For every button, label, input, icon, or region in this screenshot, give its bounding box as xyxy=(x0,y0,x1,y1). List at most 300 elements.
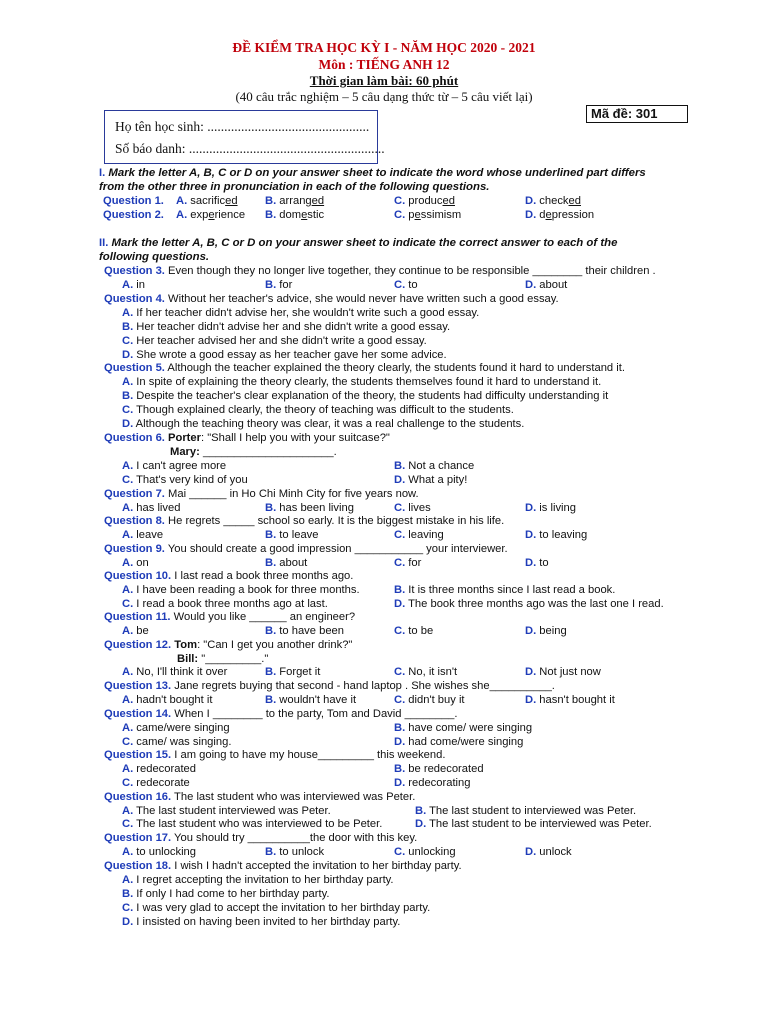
answer-option[interactable] xyxy=(265,624,344,638)
question-label xyxy=(103,194,164,208)
option-text: be xyxy=(133,625,149,637)
exam-structure: (40 câu trắc nghiệm – 5 câu dạng thức từ – 5 câu viết lại) xyxy=(235,89,533,104)
question-text: I am going to have my house_________ this weekend. xyxy=(171,749,446,761)
section-1-number: I. xyxy=(99,167,106,179)
question-text: The last student who was interviewed was Peter. xyxy=(171,791,416,803)
option-text: Despite the teacher's clear explanation of the theory, the students had difficulty understanding it xyxy=(133,390,609,402)
question-number: Question 7. xyxy=(104,488,165,500)
answer-option[interactable] xyxy=(525,194,581,208)
answer-option[interactable] xyxy=(122,334,427,348)
option-letter: C. xyxy=(394,846,406,858)
answer-option[interactable] xyxy=(415,817,652,831)
answer-option[interactable] xyxy=(265,278,292,292)
question-text: Even though they no longer live together, they continue to be responsible ________ their children . xyxy=(164,265,656,277)
option-text: to xyxy=(405,279,418,291)
option-letter: A. xyxy=(122,625,134,637)
option-text: redecorated xyxy=(133,763,197,775)
question-stem xyxy=(104,790,415,804)
option-text: Though explained clearly, the theory of teaching was difficult to the students. xyxy=(133,404,514,416)
option-letter: C. xyxy=(122,404,134,416)
question-number: Question 16. xyxy=(104,791,172,803)
option-text: She wrote a good essay as her teacher gave her some advice. xyxy=(133,349,447,361)
option-letter: A. xyxy=(176,195,188,207)
option-letter: D. xyxy=(122,418,134,430)
answer-option[interactable] xyxy=(394,528,444,542)
option-letter: A. xyxy=(122,279,134,291)
option-letter: C. xyxy=(394,279,406,291)
option-letter: D. xyxy=(525,666,537,678)
option-text: The book three months ago was the last one I read. xyxy=(405,598,664,610)
option-text: check xyxy=(536,195,569,207)
question-text: Mai ______ in Ho Chi Minh City for five years now. xyxy=(164,488,419,500)
option-text: No, it isn't xyxy=(405,666,458,678)
option-underlined-part: e xyxy=(301,209,308,221)
option-text: I can't agree more xyxy=(133,460,227,472)
option-letter: B. xyxy=(265,195,277,207)
answer-option[interactable] xyxy=(176,194,238,208)
option-text: leave xyxy=(133,529,164,541)
option-text: I insisted on having been invited to her birthday party. xyxy=(133,916,401,928)
answer-option[interactable] xyxy=(122,901,430,915)
answer-option[interactable] xyxy=(394,693,465,707)
section-1-text-2: from the other three in pronunciation in each of the following questions. xyxy=(99,181,490,193)
answer-option[interactable] xyxy=(265,693,356,707)
answer-option[interactable] xyxy=(122,693,212,707)
option-text: p xyxy=(405,209,415,221)
student-id-line[interactable] xyxy=(115,141,385,157)
option-text: is living xyxy=(536,502,576,514)
option-text: to unlocking xyxy=(133,846,197,858)
speaker-name: Mary: xyxy=(170,446,200,458)
option-letter: B. xyxy=(415,805,427,817)
student-info-box xyxy=(104,110,385,164)
answer-option[interactable] xyxy=(122,665,227,679)
answer-option[interactable] xyxy=(415,804,636,818)
answer-option[interactable] xyxy=(122,389,608,403)
option-letter: A. xyxy=(122,763,134,775)
option-text: No, I'll think it over xyxy=(133,666,228,678)
answer-option[interactable] xyxy=(122,278,145,292)
option-text: to leave xyxy=(276,529,319,541)
question-label xyxy=(103,208,164,222)
answer-option[interactable] xyxy=(122,375,601,389)
question-stem xyxy=(104,361,625,375)
option-text: unlocking xyxy=(405,846,456,858)
question-text: : "Shall I help you with your suitcase?" xyxy=(200,432,390,444)
question-stem xyxy=(104,610,355,624)
option-text: about xyxy=(276,557,308,569)
dialogue-line xyxy=(170,445,337,459)
answer-option[interactable] xyxy=(525,556,549,570)
section-1-text: Mark the letter A, B, C or D on your answer sheet to indicate the word whose underlined part differs xyxy=(105,167,646,179)
option-letter: B. xyxy=(122,888,134,900)
option-underlined-part: e xyxy=(545,209,552,221)
option-text: to leaving xyxy=(536,529,588,541)
question-stem xyxy=(104,831,417,845)
option-text: I read a book three months ago at last. xyxy=(133,598,328,610)
exam-subject: Môn : TIẾNG ANH 12 xyxy=(318,57,450,72)
answer-option[interactable] xyxy=(394,735,523,749)
option-text: about xyxy=(536,279,568,291)
option-letter: B. xyxy=(265,529,277,541)
speaker-name: Tom xyxy=(174,639,198,651)
answer-option[interactable] xyxy=(122,348,447,362)
option-underlined-part: ed xyxy=(442,195,455,207)
question-number: Question 9. xyxy=(104,543,165,555)
question-text: He regrets _____ school so early. It is the biggest mistake in his life. xyxy=(164,515,505,527)
option-text: had come/were singing xyxy=(405,736,524,748)
answer-option[interactable] xyxy=(122,306,479,320)
option-letter: B. xyxy=(122,390,134,402)
option-letter: D. xyxy=(525,625,537,637)
option-text: hasn't bought it xyxy=(536,694,615,706)
section-2-text: Mark the letter A, B, C or D on your answer sheet to indicate the correct answer to each of the xyxy=(108,237,618,249)
option-letter: C. xyxy=(122,736,134,748)
option-letter: C. xyxy=(122,598,134,610)
answer-option[interactable] xyxy=(122,624,149,638)
question-stem xyxy=(104,859,462,873)
question-number: Question 2. xyxy=(103,209,164,221)
option-letter: C. xyxy=(394,666,406,678)
option-letter: D. xyxy=(394,474,406,486)
option-letter: D. xyxy=(525,279,537,291)
answer-option[interactable] xyxy=(176,208,245,222)
option-letter: C. xyxy=(122,474,134,486)
speaker-name: Bill: xyxy=(177,653,199,665)
option-text: leaving xyxy=(405,529,444,541)
answer-option[interactable] xyxy=(122,817,382,831)
option-text: redecorating xyxy=(405,777,471,789)
answer-option[interactable] xyxy=(122,417,524,431)
question-stem xyxy=(104,569,353,583)
question-number: Question 18. xyxy=(104,860,172,872)
option-text: Her teacher didn't advise her and she didn't write a good essay. xyxy=(133,321,451,333)
option-letter: D. xyxy=(394,736,406,748)
option-text: unlock xyxy=(536,846,572,858)
option-letter: B. xyxy=(265,502,277,514)
answer-option[interactable] xyxy=(122,721,230,735)
option-letter: C. xyxy=(122,335,134,347)
section-2-instruction xyxy=(99,236,617,250)
answer-option[interactable] xyxy=(122,887,329,901)
question-number: Question 13. xyxy=(104,680,172,692)
option-text-rest: stic xyxy=(307,209,325,221)
answer-option[interactable] xyxy=(525,501,576,515)
option-text: Forget it xyxy=(276,666,321,678)
answer-option[interactable] xyxy=(122,762,196,776)
answer-option[interactable] xyxy=(394,194,455,208)
section-2-instruction-cont xyxy=(99,250,209,264)
question-number: Question 4. xyxy=(104,293,165,305)
option-text: being xyxy=(536,625,567,637)
option-text: to xyxy=(536,557,549,569)
question-number: Question 15. xyxy=(104,749,172,761)
option-letter: A. xyxy=(122,376,134,388)
section-2-number: II. xyxy=(99,237,109,249)
answer-option[interactable] xyxy=(525,693,615,707)
option-letter: A. xyxy=(122,694,134,706)
option-text: The last student interviewed was Peter. xyxy=(133,805,331,817)
question-stem xyxy=(104,707,457,721)
option-text: lives xyxy=(405,502,431,514)
question-stem xyxy=(104,542,508,556)
question-text: I last read a book three months ago. xyxy=(171,570,354,582)
question-text: Without her teacher's advice, she would never have written such a good essay. xyxy=(164,293,559,305)
answer-option[interactable] xyxy=(122,915,400,929)
option-letter: D. xyxy=(525,209,537,221)
answer-option[interactable] xyxy=(394,665,457,679)
option-letter: B. xyxy=(265,625,277,637)
question-number: Question 8. xyxy=(104,515,165,527)
question-stem xyxy=(104,514,504,528)
option-letter: D. xyxy=(525,846,537,858)
answer-option[interactable] xyxy=(394,845,456,859)
option-text: didn't buy it xyxy=(405,694,465,706)
option-letter: B. xyxy=(265,694,277,706)
student-id-label: Số báo danh: xyxy=(115,141,189,156)
option-letter: C. xyxy=(122,777,134,789)
answer-option[interactable] xyxy=(122,459,226,473)
answer-option[interactable] xyxy=(525,278,567,292)
option-text: In spite of explaining the theory clearly, the students themselves found it hard to understand it. xyxy=(133,376,602,388)
option-underlined-part: ed xyxy=(568,195,581,207)
answer-option[interactable] xyxy=(525,845,572,859)
answer-option[interactable] xyxy=(122,403,514,417)
answer-option[interactable] xyxy=(122,583,360,597)
option-text: If her teacher didn't advise her, she wouldn't write such a good essay. xyxy=(133,307,480,319)
answer-option[interactable] xyxy=(525,208,594,222)
option-letter: B. xyxy=(122,321,134,333)
question-number: Question 6. xyxy=(104,432,165,444)
answer-option[interactable] xyxy=(122,320,450,334)
answer-option[interactable] xyxy=(122,556,149,570)
dialogue-line xyxy=(177,652,268,666)
option-letter: B. xyxy=(265,557,277,569)
question-text: Would you like ______ an engineer? xyxy=(170,611,356,623)
option-letter: C. xyxy=(394,195,406,207)
option-letter: A. xyxy=(122,307,134,319)
option-letter: A. xyxy=(122,557,134,569)
option-text: came/ was singing. xyxy=(133,736,232,748)
student-name-line[interactable] xyxy=(115,119,369,135)
question-stem xyxy=(104,292,559,306)
question-text: : "Can I get you another drink?" xyxy=(197,639,353,651)
option-text: dom xyxy=(276,209,302,221)
question-number: Question 12. xyxy=(104,639,172,651)
answer-option[interactable] xyxy=(394,624,433,638)
answer-option[interactable] xyxy=(394,501,431,515)
option-text: produc xyxy=(405,195,443,207)
option-letter: D. xyxy=(525,694,537,706)
answer-option[interactable] xyxy=(525,528,587,542)
answer-option[interactable] xyxy=(122,845,196,859)
answer-option[interactable] xyxy=(394,583,615,597)
question-stem xyxy=(104,638,352,652)
student-id-dots: .......................................................... xyxy=(188,141,385,156)
option-text: hadn't bought it xyxy=(133,694,213,706)
question-number: Question 17. xyxy=(104,832,172,844)
option-text: be redecorated xyxy=(405,763,484,775)
option-text: came/were singing xyxy=(133,722,230,734)
question-number: Question 14. xyxy=(104,708,172,720)
answer-option[interactable] xyxy=(394,597,664,611)
option-text: The last student to interviewed was Peter. xyxy=(426,805,637,817)
question-number: Question 10. xyxy=(104,570,172,582)
question-stem xyxy=(104,748,445,762)
student-name-label: Họ tên học sinh: xyxy=(115,119,208,134)
question-text: When I ________ to the party, Tom and David ________. xyxy=(171,708,458,720)
dialogue-text: "_________." xyxy=(198,653,269,665)
option-letter: A. xyxy=(176,209,188,221)
student-name-dots: ................................................ xyxy=(207,119,370,134)
option-letter: A. xyxy=(122,502,134,514)
option-letter: C. xyxy=(394,557,406,569)
option-text: arrang xyxy=(276,195,312,207)
option-text: The last student who was interviewed to be Peter. xyxy=(133,818,383,830)
option-text: That's very kind of you xyxy=(133,474,248,486)
answer-option[interactable] xyxy=(394,556,421,570)
option-text: to have been xyxy=(276,625,344,637)
option-letter: C. xyxy=(394,625,406,637)
answer-option[interactable] xyxy=(122,501,180,515)
option-letter: D. xyxy=(525,195,537,207)
answer-option[interactable] xyxy=(122,873,394,887)
option-letter: B. xyxy=(394,584,406,596)
answer-option[interactable] xyxy=(265,501,354,515)
option-text: Her teacher advised her and she didn't write a good essay. xyxy=(133,335,427,347)
answer-option[interactable] xyxy=(394,208,461,222)
answer-option[interactable] xyxy=(265,208,324,222)
option-letter: A. xyxy=(122,846,134,858)
option-text: It is three months since I last read a book. xyxy=(405,584,616,596)
answer-option[interactable] xyxy=(394,762,484,776)
option-letter: D. xyxy=(122,349,134,361)
answer-option[interactable] xyxy=(394,776,471,790)
option-letter: C. xyxy=(394,529,406,541)
answer-option[interactable] xyxy=(525,624,567,638)
answer-option[interactable] xyxy=(394,459,474,473)
option-letter: B. xyxy=(265,666,277,678)
option-letter: A. xyxy=(122,529,134,541)
question-stem xyxy=(104,679,555,693)
exam-code-box: Mã đề: 301 xyxy=(586,105,688,123)
option-letter: D. xyxy=(415,818,427,830)
option-letter: B. xyxy=(394,763,406,775)
answer-option[interactable] xyxy=(265,528,318,542)
section-1-instruction-cont xyxy=(99,180,489,194)
section-1-instruction xyxy=(99,166,646,180)
option-text: in xyxy=(133,279,146,291)
option-letter: A. xyxy=(122,722,134,734)
option-text: wouldn't have it xyxy=(276,694,357,706)
answer-option[interactable] xyxy=(122,528,163,542)
option-text: for xyxy=(276,279,293,291)
question-stem xyxy=(104,487,419,501)
exam-title: ĐỀ KIỂM TRA HỌC KỲ I - NĂM HỌC 2020 - 2021 xyxy=(232,40,536,55)
option-text: exp xyxy=(187,209,209,221)
option-text: on xyxy=(133,557,149,569)
option-text: Although the teaching theory was clear, it was a real challenge to the students. xyxy=(133,418,525,430)
section-2-text-2: following questions. xyxy=(99,251,210,263)
question-text: Although the teacher explained the theory clearly, the students found it hard to understand it. xyxy=(164,362,625,374)
question-stem xyxy=(104,264,656,278)
option-text: to be xyxy=(405,625,434,637)
exam-time: Thời gian làm bài: 60 phút xyxy=(309,73,459,88)
option-letter: D. xyxy=(394,777,406,789)
option-letter: A. xyxy=(122,460,134,472)
option-letter: D. xyxy=(525,557,537,569)
option-text: sacrific xyxy=(187,195,226,207)
option-letter: A. xyxy=(122,584,134,596)
answer-option[interactable] xyxy=(394,278,418,292)
question-text: You should create a good impression ___________ your interviewer. xyxy=(164,543,508,555)
option-letter: D. xyxy=(122,916,134,928)
option-text: Not a chance xyxy=(405,460,475,472)
option-letter: C. xyxy=(122,818,134,830)
question-number: Question 11. xyxy=(104,611,171,623)
option-letter: C. xyxy=(394,502,406,514)
answer-option[interactable] xyxy=(122,735,231,749)
option-underlined-part: e xyxy=(414,209,421,221)
answer-option[interactable] xyxy=(122,776,190,790)
option-text: d xyxy=(536,209,546,221)
answer-option[interactable] xyxy=(265,556,307,570)
answer-option[interactable] xyxy=(265,845,324,859)
option-letter: B. xyxy=(265,209,277,221)
dialogue-text: _____________________. xyxy=(199,446,337,458)
option-underlined-part: e xyxy=(208,209,215,221)
option-text: for xyxy=(405,557,422,569)
answer-option[interactable] xyxy=(394,473,467,487)
question-number: Question 1. xyxy=(103,195,164,207)
option-letter: B. xyxy=(394,722,406,734)
answer-option[interactable] xyxy=(122,473,248,487)
option-text: has lived xyxy=(133,502,181,514)
option-letter: C. xyxy=(394,694,406,706)
answer-option[interactable] xyxy=(122,597,328,611)
option-underlined-part: ed xyxy=(311,195,325,207)
option-letter: B. xyxy=(265,846,277,858)
option-text: redecorate xyxy=(133,777,190,789)
option-text-rest: pression xyxy=(551,209,595,221)
option-text-rest: ssimism xyxy=(420,209,462,221)
option-text-rest: rience xyxy=(214,209,246,221)
option-text: I have been reading a book for three months. xyxy=(133,584,360,596)
answer-option[interactable] xyxy=(394,721,532,735)
option-letter: D. xyxy=(525,529,537,541)
question-text: You should try __________the door with this key. xyxy=(171,832,418,844)
option-letter: B. xyxy=(394,460,406,472)
answer-option[interactable] xyxy=(525,665,601,679)
option-letter: C. xyxy=(394,209,406,221)
option-text: If only I had come to her birthday party. xyxy=(133,888,330,900)
option-text: Not just now xyxy=(536,666,601,678)
answer-option[interactable] xyxy=(122,804,331,818)
question-number: Question 5. xyxy=(104,362,165,374)
option-text: What a pity! xyxy=(405,474,468,486)
answer-option[interactable] xyxy=(265,665,320,679)
option-text: The last student to be interviewed was Peter. xyxy=(426,818,652,830)
option-letter: D. xyxy=(394,598,406,610)
option-underlined-part: ed xyxy=(225,195,238,207)
option-text: has been living xyxy=(276,502,354,514)
option-letter: A. xyxy=(122,666,134,678)
answer-option[interactable] xyxy=(265,194,324,208)
option-text: I regret accepting the invitation to her birthday party. xyxy=(133,874,394,886)
question-number: Question 3. xyxy=(104,265,165,277)
question-stem xyxy=(104,431,390,445)
option-letter: B. xyxy=(265,279,277,291)
